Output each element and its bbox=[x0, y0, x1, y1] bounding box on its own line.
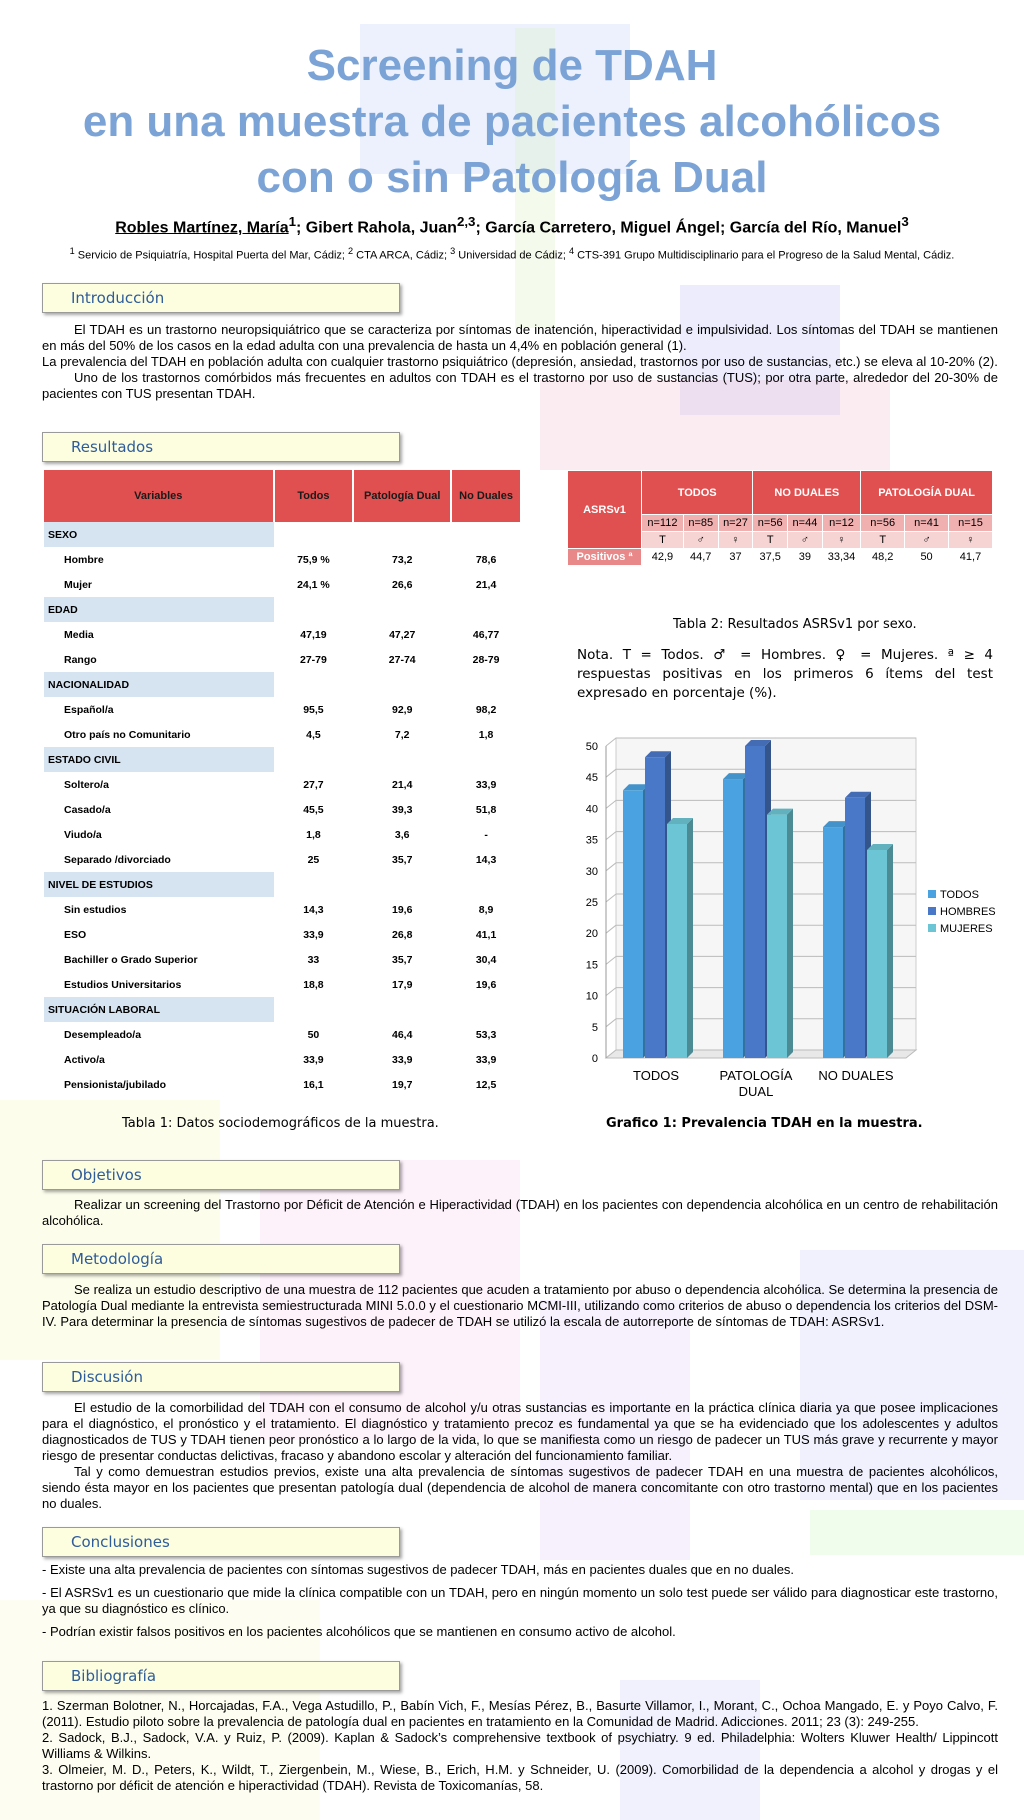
t1-cell: 27-74 bbox=[388, 653, 416, 666]
t1-cell: 46,4 bbox=[392, 1028, 413, 1041]
t1-label: Sin estudios bbox=[64, 903, 127, 916]
intro-p3: Uno de los trastornos comórbidos más frecuentes en adultos con TDAH es el trastorno por uso de sustancias (TUS); por otra parte, alrededor del 20-30% de pacientes con TUS presentan TDAH. bbox=[42, 370, 998, 401]
t1-cell: 53,3 bbox=[475, 1028, 497, 1041]
t2-n-cell: n=85 bbox=[683, 515, 718, 532]
chart-bar bbox=[845, 798, 865, 1058]
t1-label: ESO bbox=[64, 928, 87, 941]
t1-cell: 21,4 bbox=[475, 578, 497, 591]
chart-bar bbox=[767, 815, 787, 1058]
t2-sex-cell: T bbox=[753, 532, 788, 549]
t2-pos-label: Positivos ª bbox=[568, 549, 642, 566]
t1-group-row bbox=[44, 747, 521, 772]
t1-cell: 14,3 bbox=[475, 853, 497, 866]
t1-cell: 19,7 bbox=[392, 1078, 413, 1091]
chart-bar bbox=[645, 757, 665, 1058]
t1-cell: 27,7 bbox=[303, 778, 324, 791]
t1-row bbox=[44, 947, 521, 972]
t1-cell: 26,6 bbox=[392, 578, 413, 591]
author-3-sup: 3 bbox=[901, 214, 909, 229]
t2-sex-cell: ♂ bbox=[788, 532, 823, 549]
t1-cell bbox=[451, 672, 521, 697]
reference-item: 3. Olmeier, M. D., Peters, K., Wildt, T., Ziergenbein, M., Wiese, B., Erich, H.M. y Schneider, U. (2009). Comorbilidad de la dependencia a alcohol y drogas y el trastorno por déficit de atención e hiperactividad (TDAH). Revista de Toxicomanías, 58. bbox=[42, 1762, 998, 1793]
t1-cell: 7,2 bbox=[394, 728, 410, 741]
section-conclusiones: Conclusiones bbox=[42, 1527, 400, 1557]
chart-ytick-label: 0 bbox=[591, 1053, 598, 1065]
t2-sex-cell: T bbox=[861, 532, 905, 549]
t1-cell: 1,8 bbox=[306, 828, 321, 841]
chart-xtick-label: NO DUALES bbox=[818, 1068, 894, 1083]
chart-ytick-label: 40 bbox=[585, 803, 598, 816]
chart-bar bbox=[723, 779, 743, 1058]
section-introduccion: Introducción bbox=[42, 283, 400, 313]
table-sociodemographic bbox=[44, 470, 522, 1097]
chart-gridline bbox=[606, 956, 616, 964]
t1-label: Español/a bbox=[64, 703, 114, 716]
t1-header: No Duales bbox=[451, 470, 521, 522]
t1-row bbox=[44, 647, 521, 672]
chart-legend-label: TODOS bbox=[940, 889, 979, 901]
t1-cell bbox=[274, 672, 354, 697]
bibliography bbox=[42, 1698, 998, 1794]
t1-cell: 33 bbox=[307, 953, 320, 966]
methods-p1: Se realiza un estudio descriptivo de una muestra de 112 pacientes que acuden a tratamiento por abuso o dependencia alcohólica. Se determina la presencia de Patología Dual mediante la entrevista semiestructurada MINI 5.0.0 y el cuestionario MCMI-III, utilizando como criterios de abuso o dependencia los criterios del DSM-IV. Para determinar la presencia de síntomas sugestivos de padecer de TDAH se utilizó la escala de autorreporte de síntomas de TDAH: ASRSv1. bbox=[42, 1282, 998, 1329]
author-1-sup: 1 bbox=[288, 214, 297, 229]
t1-cell bbox=[353, 872, 451, 897]
chart-ytick-label: 20 bbox=[585, 928, 598, 941]
section-discusion: Discusión bbox=[42, 1362, 400, 1392]
t1-cell: 50 bbox=[307, 1028, 320, 1041]
t1-row bbox=[44, 697, 521, 722]
chart-ytick-label: 25 bbox=[585, 897, 598, 909]
t1-cell bbox=[274, 747, 354, 772]
reference-item: 1. Szerman Bolotner, N., Horcajadas, F.A., Vega Astudillo, P., Babín Vich, F., Mesías Pérez, B., Basurte Villamor, I., Morant, C., Ochoa Mangado, E. y Poyo Calvo, F. (2011). Estudio piloto sobre la prevalencia de patología dual en pacientes en tratamiento en la Comunidad de Madrid. Adicciones. 2011; 23 (3): 249-255. bbox=[42, 1698, 998, 1729]
chart-legend-swatch bbox=[928, 890, 936, 898]
t2-n-cell: n=27 bbox=[718, 515, 753, 532]
chart-bar bbox=[867, 850, 887, 1058]
t1-row bbox=[44, 1022, 521, 1047]
t1-label: EDAD bbox=[44, 597, 274, 622]
methods-text bbox=[42, 1282, 998, 1330]
t2-sex-cell: ♂ bbox=[683, 532, 718, 549]
chart-gridline bbox=[606, 925, 616, 933]
affil-1: Servicio de Psiquiatría, Hospital Puerta del Mar, Cádiz; bbox=[74, 249, 349, 262]
chart-xtick-label: PATOLOGÍA bbox=[719, 1068, 793, 1083]
t1-label: Rango bbox=[64, 653, 97, 666]
t1-row bbox=[44, 1072, 521, 1097]
t1-row bbox=[44, 772, 521, 797]
affil-2: CTA ARCA, Cádiz; bbox=[353, 249, 451, 262]
t1-cell bbox=[451, 747, 521, 772]
t1-row bbox=[44, 822, 521, 847]
author-3: ; García Carretero, Miguel Ángel; García del Río, Manuel bbox=[475, 219, 902, 237]
t2-sex-cell: ♀ bbox=[949, 532, 993, 549]
table2-caption: Tabla 2: Resultados ASRSv1 por sexo. bbox=[673, 617, 917, 632]
chart-gridline bbox=[606, 832, 616, 840]
t1-row bbox=[44, 1047, 521, 1072]
bg-block bbox=[810, 1510, 1024, 1555]
t1-cell: 16,1 bbox=[303, 1078, 324, 1091]
t2-n-cell: n=56 bbox=[753, 515, 788, 532]
t1-cell bbox=[274, 597, 354, 622]
t2-pos-cell: 44,7 bbox=[683, 549, 718, 566]
affiliations bbox=[0, 246, 1024, 262]
t1-label: Separado /divorciado bbox=[64, 853, 171, 866]
t1-cell: 39,3 bbox=[392, 803, 413, 816]
t1-cell: 95,5 bbox=[303, 703, 324, 716]
t2-group: TODOS bbox=[642, 471, 753, 515]
chart-ytick-label: 35 bbox=[585, 834, 598, 847]
t2-pos-cell: 33,34 bbox=[822, 549, 860, 566]
chart-bar bbox=[745, 746, 765, 1058]
t1-group-row bbox=[44, 597, 521, 622]
t1-cell: 14,3 bbox=[303, 903, 324, 916]
t1-header: Patología Dual bbox=[353, 470, 451, 522]
t2-n-cell: n=15 bbox=[949, 515, 993, 532]
chart-legend-swatch bbox=[928, 907, 936, 915]
t1-cell: 8,9 bbox=[478, 903, 494, 916]
affil-3: Universidad de Cádiz; bbox=[455, 249, 569, 262]
t1-cell: 33,9 bbox=[303, 1053, 324, 1066]
title-line-1: Screening de TDAH bbox=[306, 41, 718, 90]
intro-p1: El TDAH es un trastorno neuropsiquiátrico que se caracteriza por síntomas de inatención, hiperactividad e impulsividad. Los síntomas del TDAH se mantienen en más del 50% de los casos en la edad adulta con una prevalencia de hasta un 4,4% en población general (1). bbox=[42, 322, 998, 353]
t1-cell bbox=[353, 997, 451, 1022]
chart-legend-swatch bbox=[928, 924, 936, 932]
t1-label: ESTADO CIVIL bbox=[44, 747, 274, 772]
section-bibliografia: Bibliografía bbox=[42, 1661, 400, 1691]
t1-label: Estudios Universitarios bbox=[64, 978, 182, 991]
t2-pos-cell: 50 bbox=[905, 549, 949, 566]
affil-sup-1: 1 bbox=[69, 246, 75, 256]
intro-text bbox=[42, 322, 998, 402]
objectives-p1: Realizar un screening del Trastorno por Déficit de Atención e Hiperactividad (TDAH) en los pacientes con dependencia alcohólica en un centro de rehabilitación alcohólica. bbox=[42, 1197, 998, 1228]
title-line-3: con o sin Patología Dual bbox=[256, 153, 768, 202]
t1-cell: 24,1 % bbox=[297, 578, 330, 591]
t1-cell: 51,8 bbox=[475, 803, 497, 816]
t1-header: Variables bbox=[44, 470, 274, 522]
objectives-text bbox=[42, 1197, 998, 1229]
chart-gridline bbox=[606, 988, 616, 996]
t1-group-row bbox=[44, 672, 521, 697]
t2-n-cell: n=56 bbox=[861, 515, 905, 532]
t1-label: Viudo/a bbox=[64, 828, 102, 841]
t1-label: Media bbox=[64, 628, 94, 641]
t1-group-row bbox=[44, 872, 521, 897]
section-metodologia: Metodología bbox=[42, 1244, 400, 1274]
t1-cell: 47,19 bbox=[300, 628, 327, 641]
t1-group-row bbox=[44, 522, 521, 547]
t1-label: Casado/a bbox=[64, 803, 111, 816]
t1-row bbox=[44, 722, 521, 747]
t2-pos-cell: 42,9 bbox=[642, 549, 684, 566]
affil-sup-2: 2 bbox=[348, 246, 354, 256]
authors bbox=[0, 214, 1024, 237]
t1-cell bbox=[274, 872, 354, 897]
title-line-2: en una muestra de pacientes alcohólicos bbox=[82, 97, 942, 146]
chart-xtick-label: TODOS bbox=[633, 1068, 679, 1083]
t1-cell: 73,2 bbox=[392, 553, 413, 566]
t1-row bbox=[44, 972, 521, 997]
t1-row bbox=[44, 897, 521, 922]
t2-pos-cell: 37 bbox=[718, 549, 753, 566]
t1-cell: 18,8 bbox=[303, 978, 324, 991]
chart-bar-side bbox=[687, 818, 693, 1058]
author-2: ; Gibert Rahola, Juan bbox=[296, 219, 457, 237]
t1-cell: 21,4 bbox=[392, 778, 413, 791]
t1-cell: 19,6 bbox=[392, 903, 413, 916]
t1-cell bbox=[451, 597, 521, 622]
t1-cell: 35,7 bbox=[392, 953, 413, 966]
t1-cell: 30,4 bbox=[475, 953, 497, 966]
t1-cell bbox=[353, 597, 451, 622]
t2-pos-cell: 39 bbox=[788, 549, 823, 566]
chart-ytick-label: 5 bbox=[591, 1021, 598, 1034]
t1-group-row bbox=[44, 997, 521, 1022]
prevalence-chart bbox=[566, 728, 1006, 1108]
t1-label: Activo/a bbox=[64, 1053, 105, 1066]
t1-cell: 19,6 bbox=[475, 978, 497, 991]
chart-ytick-label: 30 bbox=[585, 865, 598, 878]
table-asrs bbox=[567, 470, 993, 566]
chart-ytick-label: 50 bbox=[585, 741, 598, 753]
t1-cell: 17,9 bbox=[392, 978, 413, 991]
t2-n-cell: n=112 bbox=[642, 515, 684, 532]
t2-n-cell: n=41 bbox=[905, 515, 949, 532]
author-2-sup: 2,3 bbox=[456, 214, 476, 229]
t1-row bbox=[44, 547, 521, 572]
reference-item: 2. Sadock, B.J., Sadock, V.A. y Ruiz, P. (2009). Kaplan & Sadock’s comprehensive textbook of psychiatry. 9 ed. Philadelphia: Wolters Kluwer Health/ Lippincott Williams & Wilkins. bbox=[42, 1730, 998, 1761]
affil-sup-3: 3 bbox=[450, 246, 456, 256]
t1-cell: 3,6 bbox=[394, 828, 410, 841]
t1-row bbox=[44, 847, 521, 872]
discussion-text bbox=[42, 1400, 998, 1512]
chart-bar bbox=[667, 824, 687, 1058]
chart-caption: Grafico 1: Prevalencia TDAH en la muestra. bbox=[606, 1116, 923, 1131]
chart-gridline bbox=[606, 769, 616, 777]
t2-sex-cell: ♀ bbox=[822, 532, 860, 549]
t1-row bbox=[44, 797, 521, 822]
chart-legend-label: HOMBRES bbox=[940, 906, 996, 918]
t1-cell bbox=[451, 872, 521, 897]
t1-label: Hombre bbox=[64, 553, 104, 566]
chart-legend-label: MUJERES bbox=[940, 923, 993, 935]
chart-ytick-label: 10 bbox=[585, 990, 598, 1003]
chart-bar-side bbox=[787, 809, 793, 1058]
t1-cell: 45,5 bbox=[303, 803, 324, 816]
t1-cell: 92,9 bbox=[392, 703, 413, 716]
intro-p2: La prevalencia del TDAH en población adulta con cualquier trastorno psiquiátrico (depresión, ansiedad, trastornos por uso de sustancias, etc.) se eleva al 10-20% (2). bbox=[42, 354, 998, 369]
conclusion-item: - Existe una alta prevalencia de pacientes con síntomas sugestivos de padecer TDAH, más en pacientes duales que en no duales. bbox=[42, 1562, 795, 1577]
chart-bar-side bbox=[887, 844, 893, 1058]
t1-cell: 28-79 bbox=[472, 653, 500, 666]
t1-cell bbox=[451, 522, 521, 547]
t1-cell: 27-79 bbox=[300, 653, 327, 666]
t1-label: NIVEL DE ESTUDIOS bbox=[44, 872, 274, 897]
chart-bar bbox=[623, 790, 643, 1058]
t2-group: PATOLOGÍA DUAL bbox=[861, 471, 993, 515]
t1-cell bbox=[353, 747, 451, 772]
t1-cell: 33,9 bbox=[303, 928, 324, 941]
t1-row bbox=[44, 572, 521, 597]
t2-sex-cell: ♂ bbox=[905, 532, 949, 549]
t1-cell: 75,9 % bbox=[297, 553, 330, 566]
t1-label: Soltero/a bbox=[64, 778, 109, 791]
chart-ytick-label: 45 bbox=[585, 772, 598, 785]
t1-cell: 41,1 bbox=[475, 928, 497, 941]
conclusions-list bbox=[42, 1562, 998, 1647]
t1-cell: 4,5 bbox=[306, 728, 321, 741]
t2-sex-cell: ♀ bbox=[718, 532, 753, 549]
t1-cell bbox=[274, 997, 354, 1022]
t1-label: SITUACIÓN LABORAL bbox=[44, 997, 274, 1022]
t1-cell bbox=[353, 522, 451, 547]
t1-label: Mujer bbox=[64, 578, 93, 591]
t1-cell: 35,7 bbox=[392, 853, 413, 866]
t1-cell: - bbox=[484, 828, 488, 841]
chart-gridline bbox=[606, 894, 616, 902]
t1-row bbox=[44, 622, 521, 647]
t2-pos-cell: 48,2 bbox=[861, 549, 905, 566]
t2-n-cell: n=12 bbox=[822, 515, 860, 532]
t1-cell: 33,9 bbox=[392, 1053, 413, 1066]
t1-cell bbox=[451, 997, 521, 1022]
affil-4: CTS-391 Grupo Multidisciplinario para el Progreso de la Salud Mental, Cádiz. bbox=[574, 249, 955, 262]
t1-cell bbox=[353, 672, 451, 697]
t1-cell: 12,5 bbox=[475, 1078, 497, 1091]
t1-cell: 33,9 bbox=[475, 1053, 497, 1066]
t2-pos-cell: 37,5 bbox=[753, 549, 788, 566]
t1-label: Desempleado/a bbox=[64, 1028, 142, 1041]
chart-gridline bbox=[606, 738, 616, 746]
t2-group: NO DUALES bbox=[753, 471, 861, 515]
chart-bar bbox=[823, 827, 843, 1058]
chart-ytick-label: 15 bbox=[585, 959, 598, 972]
discussion-p2: Tal y como demuestran estudios previos, existe una alta prevalencia de síntomas sugestivos de padecer TDAH en una muestra de pacientes alcohólicos, siendo ésta mayor en los pacientes que presentan patología dual (dependencia de alcohol de manera concomitante con otro trastorno mental) que en los pacientes no duales. bbox=[42, 1464, 998, 1511]
chart-xtick-label: DUAL bbox=[738, 1084, 774, 1099]
t2-sex-cell: T bbox=[642, 532, 684, 549]
t1-cell bbox=[274, 522, 354, 547]
conclusion-item: - El ASRSv1 es un cuestionario que mide la clínica compatible con un TDAH, pero en ningún momento un solo test puede ser válido para diagnosticar este trastorno, ya que su diagnóstico es clínico. bbox=[42, 1585, 998, 1616]
chart-gridline bbox=[606, 1019, 616, 1027]
t1-row bbox=[44, 922, 521, 947]
t1-cell: 33,9 bbox=[475, 778, 497, 791]
t1-label: NACIONALIDAD bbox=[44, 672, 274, 697]
t1-cell: 25 bbox=[307, 853, 320, 866]
author-1: Robles Martínez, María bbox=[115, 219, 289, 237]
chart-gridline bbox=[606, 800, 616, 808]
table2-note: Nota. T = Todos. ♂ = Hombres. ♀ = Mujeres. ª ≥ 4 respuestas positivas en los primeros 6 ítems del test expresado en porcentaje (%). bbox=[577, 647, 993, 701]
t1-label: Pensionista/jubilado bbox=[64, 1078, 167, 1091]
t2-pos-cell: 41,7 bbox=[949, 549, 993, 566]
t1-cell: 46,77 bbox=[472, 628, 500, 641]
conclusion-item: - Podrían existir falsos positivos en los pacientes alcohólicos que se mantienen en consumo activo de alcohol. bbox=[42, 1624, 676, 1639]
t1-label: SEXO bbox=[44, 522, 274, 547]
section-resultados: Resultados bbox=[42, 432, 400, 462]
t1-label: Bachiller o Grado Superior bbox=[64, 953, 198, 966]
affil-sup-4: 4 bbox=[568, 246, 575, 256]
t1-header: Todos bbox=[274, 470, 354, 522]
t1-label: Otro país no Comunitario bbox=[64, 728, 191, 741]
t2-corner: ASRSv1 bbox=[568, 471, 642, 549]
t1-cell: 98,2 bbox=[475, 703, 497, 716]
t1-cell: 1,8 bbox=[478, 728, 494, 741]
t1-cell: 26,8 bbox=[392, 928, 413, 941]
t1-cell: 78,6 bbox=[475, 553, 497, 566]
t1-cell: 47,27 bbox=[389, 628, 416, 641]
discussion-p1: El estudio de la comorbilidad del TDAH con el consumo de alcohol y/u otras sustancias es importante en la práctica clínica diaria ya que posee implicaciones para el diagnóstico, el pronóstico y el tratamiento. El diagnóstico y tratamiento precoz es fundamental ya que se ha evidenciado que los adolescentes y adultos diagnosticados de TUS y TDAH tienen peor pronóstico a lo largo de la vida, lo que se manifiesta como un riesgo de padecer un TUS más grave y recurrente y mayor riesgo de presentar conductas delictivas, fracaso y abandono escolar y alteración del funcionamiento familiar. bbox=[42, 1400, 998, 1463]
t2-n-cell: n=44 bbox=[788, 515, 823, 532]
table1-caption: Tabla 1: Datos sociodemográficos de la muestra. bbox=[122, 1116, 439, 1131]
poster-title bbox=[0, 38, 1024, 206]
chart-gridline bbox=[606, 863, 616, 871]
section-objetivos: Objetivos bbox=[42, 1160, 400, 1190]
